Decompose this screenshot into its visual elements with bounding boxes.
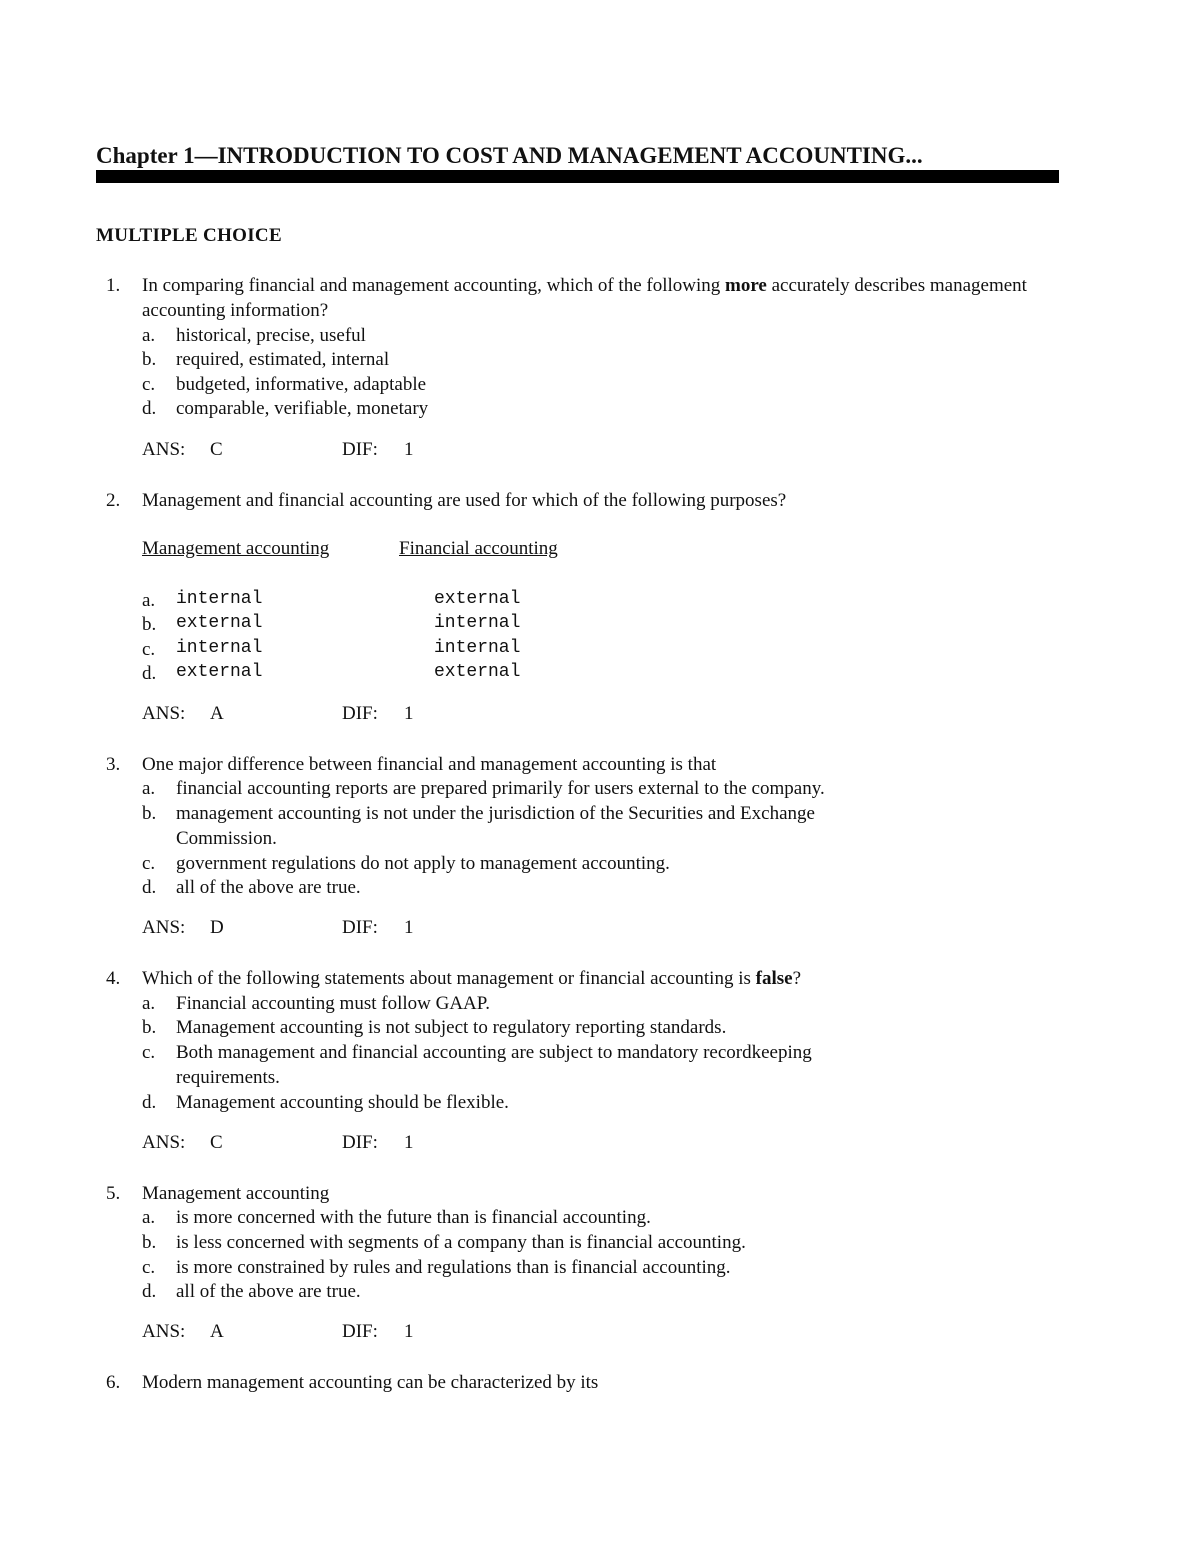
difficulty-label: DIF:	[342, 1321, 378, 1342]
emphasis-text: false	[755, 968, 793, 989]
question-text: Which of the following statements about management or financial accounting is false?	[142, 968, 801, 989]
question-number: 2.	[106, 490, 121, 511]
document-page: Chapter 1—INTRODUCTION TO COST AND MANAGEMENT ACCOUNTING... MULTIPLE CHOICE 1. In comparing financial and management accounting, which of the following more accurately describes management accounting information? a. historical, precise, useful b. required, estimated, internal c. budgeted, informative, adaptable d. comparable, verifiable, monetary ANS: C DIF: 1 2. Management and financial accounting are used for which of the following purposes? Management accounting Financial accounting a. internal external b. external internal c. internal internal d. external external ANS: A DIF: 1 3. One major difference between financial and management accounting is that a. financial accounting reports are prepared primarily for users external to the company. b. management accounting is not under the jurisdiction of the Securities and Exchange Commission. c. government regulations do not apply to management accounting. d. all of the above are true. ANS: D DIF: 1 4. Which of the following statements about management or financial accounting is false? a. Financial accounting must follow GAAP. b. Management accounting is not subject to regulatory reporting standards. c. Both management and financial accounting are subject to mandatory recordkeeping requirements. d. Management accounting should be flexible. ANS: C DIF: 1 5. Management accounting a. is more concerned with the future than is financial accounting. b. is less concerned with segments of a company than is financial accounting. c. is more constrained by rules and regulations than is financial accounting. d. all of the above are true. ANS: A DIF: 1 6. Modern management accounting can be characterized by its	[0, 0, 1200, 1553]
question-text: One major difference between financial and management accounting is that	[142, 754, 717, 775]
difficulty-label: DIF:	[342, 703, 378, 724]
question-number: 3.	[106, 754, 121, 775]
answer-label: ANS:	[142, 1321, 186, 1342]
section-heading: MULTIPLE CHOICE	[96, 225, 282, 246]
title-rule	[96, 170, 1059, 183]
question-text: In comparing financial and management accounting, which of the following more accurately describes management accounting information?	[142, 275, 1027, 321]
answer-value: C	[210, 1132, 223, 1153]
answer-label: ANS:	[142, 1132, 186, 1153]
emphasis-text: more	[725, 275, 767, 296]
column-header-management: Management accounting	[142, 538, 330, 559]
answer-value: D	[210, 917, 224, 938]
difficulty-value: 1	[404, 917, 414, 938]
difficulty-value: 1	[404, 703, 414, 724]
column-header-financial: Financial accounting	[399, 538, 558, 559]
difficulty-value: 1	[404, 1321, 414, 1342]
difficulty-value: 1	[404, 1132, 414, 1153]
answer-label: ANS:	[142, 917, 186, 938]
answer-value: A	[210, 703, 224, 724]
answer-label: ANS:	[142, 703, 186, 724]
answer-label: ANS:	[142, 439, 186, 460]
answer-value: C	[210, 439, 223, 460]
question-text: Management accounting	[142, 1183, 330, 1204]
question-text: Management and financial accounting are used for which of the following purposes?	[142, 490, 787, 511]
chapter-title: Chapter 1—INTRODUCTION TO COST AND MANAGEMENT ACCOUNTING...	[96, 143, 923, 168]
question-text: Modern management accounting can be characterized by its	[142, 1372, 599, 1393]
question-number: 6.	[106, 1372, 121, 1393]
question-number: 1.	[106, 275, 121, 296]
difficulty-value: 1	[404, 439, 414, 460]
difficulty-label: DIF:	[342, 439, 378, 460]
question-number: 4.	[106, 968, 121, 989]
question-number: 5.	[106, 1183, 121, 1204]
difficulty-label: DIF:	[342, 1132, 378, 1153]
difficulty-label: DIF:	[342, 917, 378, 938]
answer-value: A	[210, 1321, 224, 1342]
